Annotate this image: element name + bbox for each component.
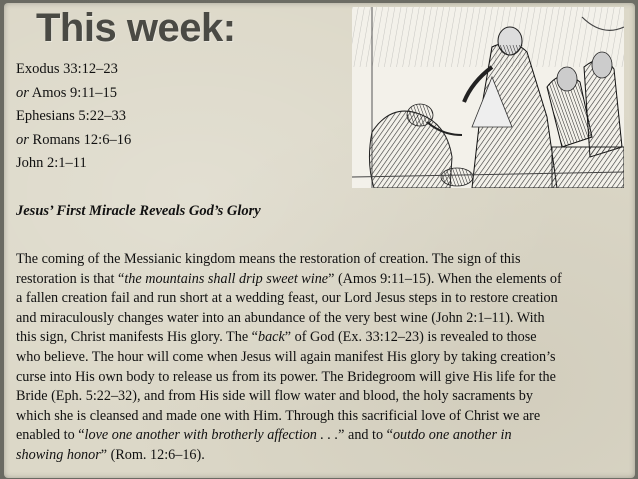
body-text: which she is cleansed and made one with Him. Through this sacrificial love of Christ we are (16, 407, 541, 424)
body-text: ” (Rom. 12:6–16). (100, 446, 205, 463)
reading-prefix: or (16, 84, 29, 101)
slide-title: This week: (36, 6, 236, 50)
body-line (16, 250, 632, 270)
body-line (16, 387, 632, 407)
illustration-engraving (352, 7, 624, 188)
body-text: The coming of the Messianic kingdom means the restoration of creation. The sign of this (16, 251, 521, 267)
body-paragraph (16, 250, 632, 466)
body-line (16, 407, 632, 427)
body-text: enabled to “ (16, 427, 85, 444)
reading-ref: Exodus 33:12–23 (16, 61, 118, 77)
reading-ref: Ephesians 5:22–33 (16, 108, 126, 124)
readings-list (16, 58, 131, 176)
body-text: curse into His own body to release us from its power. The Bridegroom will give His life for the (16, 368, 556, 385)
body-line (16, 328, 632, 348)
engraving-drawing (352, 7, 624, 188)
body-text: who believe. The hour will come when Jesus will again manifest His glory by taking creation’s (16, 348, 556, 365)
section-heading: Jesus’ First Miracle Reveals God’s Glory (16, 203, 261, 219)
body-quote: the mountains shall drip sweet wine (124, 270, 329, 287)
body-text: a fallen creation fail and run short at a wedding feast, our Lord Jesus steps in to restore creation (16, 290, 558, 307)
reading-item (16, 58, 131, 82)
body-text: ” of God (Ex. 33:12–23) is revealed to those (284, 329, 537, 346)
body-line (16, 368, 632, 388)
body-line (16, 426, 632, 446)
body-line (16, 270, 632, 290)
body-text: this sign, Christ manifests His glory. The “ (16, 329, 258, 346)
body-text: ” (Amos 9:11–15). When the elements of (328, 270, 562, 287)
reading-item (16, 82, 131, 106)
body-text: restoration is that “ (16, 270, 125, 287)
body-quote: outdo one another in (392, 427, 512, 444)
body-quote: back (257, 329, 285, 346)
body-text: Bride (Eph. 5:22–32), and from His side will flow water and blood, the holy sacraments by (16, 388, 533, 405)
reading-ref: John 2:1–11 (16, 155, 87, 171)
body-line (16, 446, 632, 466)
body-line (16, 348, 632, 368)
body-line (16, 309, 632, 329)
reading-item (16, 129, 131, 153)
reading-ref: Amos 9:11–15 (28, 84, 117, 101)
body-text: ” and to “ (338, 427, 393, 444)
body-quote: love one another with brotherly affection . . . (84, 427, 339, 444)
reading-item (16, 105, 131, 129)
reading-item (16, 152, 131, 176)
reading-ref: Romans 12:6–16 (28, 131, 132, 148)
reading-prefix: or (16, 131, 29, 148)
body-line (16, 289, 632, 309)
body-quote: showing honor (16, 446, 101, 463)
body-text: and miraculously changes water into an abundance of the very best wine (John 2:1–11). With (16, 309, 545, 326)
